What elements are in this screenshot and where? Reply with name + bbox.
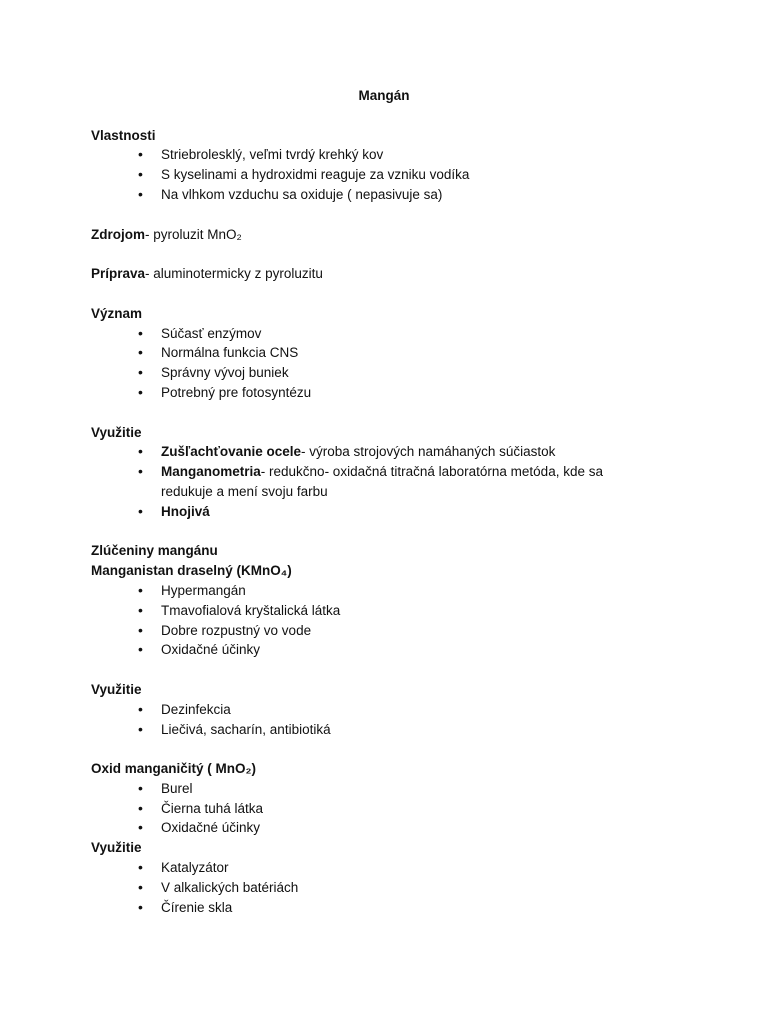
list-item: • Hnojivá — [91, 502, 691, 522]
label-priprava: Príprava — [91, 266, 146, 282]
document-title: Mangán — [358, 88, 410, 103]
heading-oxid: Oxid manganičitý ( MnO₂) — [91, 761, 257, 777]
list-item: • Oxidačné účinky — [91, 818, 691, 838]
text-priprava: - aluminotermicky z pyroluzitu — [145, 266, 323, 282]
document-page — [91, 86, 691, 917]
line-zdrojom — [91, 225, 691, 245]
section-zdrojom — [91, 225, 691, 245]
section-vyuzitie-1 — [91, 423, 691, 522]
label-zdrojom: Zdrojom — [91, 226, 145, 242]
list-item: • Dobre rozpustný vo vode — [91, 621, 691, 641]
list-item: • Katalyzátor — [91, 858, 691, 878]
list-item: • Správny vývoj buniek — [91, 363, 691, 383]
heading-zluceniny: Zlúčeniny mangánu — [91, 543, 218, 559]
list-item: • Zušľachťovanie ocele- výroba strojových namáhaných súčiastok — [91, 442, 691, 462]
list-item: • V alkalických batériách — [91, 878, 691, 898]
list-item: • Dezinfekcia — [91, 700, 691, 720]
list-item: • S kyselinami a hydroxidmi reaguje za vzniku vodíka — [91, 165, 691, 185]
line-priprava — [91, 264, 691, 284]
heading-vyuzitie: Využitie — [91, 681, 142, 697]
list-item: • Burel — [91, 779, 691, 799]
list-vyuzitie-2 — [91, 700, 691, 740]
heading-vyznam: Význam — [91, 305, 143, 321]
subheading-kmno4: Manganistan draselný (KMnO₄) — [91, 563, 292, 579]
list-item: • Na vlhkom vzduchu sa oxiduje ( nepasivuje sa) — [91, 185, 691, 205]
section-priprava — [91, 264, 691, 284]
list-item: • Striebrolesklý, veľmi tvrdý krehký kov — [91, 145, 691, 165]
list-item: • Normálna funkcia CNS — [91, 343, 691, 363]
heading-vyuzitie: Využitie — [91, 424, 142, 440]
list-item: • Oxidačné účinky — [91, 640, 691, 660]
list-vyznam — [91, 324, 691, 403]
list-item: • Manganometria- redukčno- oxidačná titračná laboratórna metóda, kde sa redukuje a mení svoju farbu — [91, 462, 691, 502]
heading-vyuzitie: Využitie — [91, 840, 142, 856]
list-vyuzitie-3 — [91, 858, 691, 917]
section-vyznam — [91, 304, 691, 403]
section-vyuzitie-3 — [91, 838, 691, 917]
section-oxid — [91, 759, 691, 838]
section-zluceniny — [91, 541, 691, 660]
text-zdrojom: - pyroluzit MnO₂ — [145, 226, 242, 242]
section-vlastnosti — [91, 126, 691, 205]
list-zluceniny — [91, 581, 691, 660]
list-vlastnosti — [91, 145, 691, 204]
list-item: • Čírenie skla — [91, 898, 691, 918]
section-vyuzitie-2 — [91, 680, 691, 739]
list-item: • Čierna tuhá látka — [91, 799, 691, 819]
list-item: • Súčasť enzýmov — [91, 324, 691, 344]
list-item: • Liečivá, sacharín, antibiotiká — [91, 720, 691, 740]
list-item: • Potrebný pre fotosyntézu — [91, 383, 691, 403]
list-item: • Hypermangán — [91, 581, 691, 601]
list-oxid — [91, 779, 691, 838]
list-item: • Tmavofialová kryštalická látka — [91, 601, 691, 621]
heading-vlastnosti: Vlastnosti — [91, 127, 156, 143]
list-vyuzitie-1 — [91, 442, 691, 521]
